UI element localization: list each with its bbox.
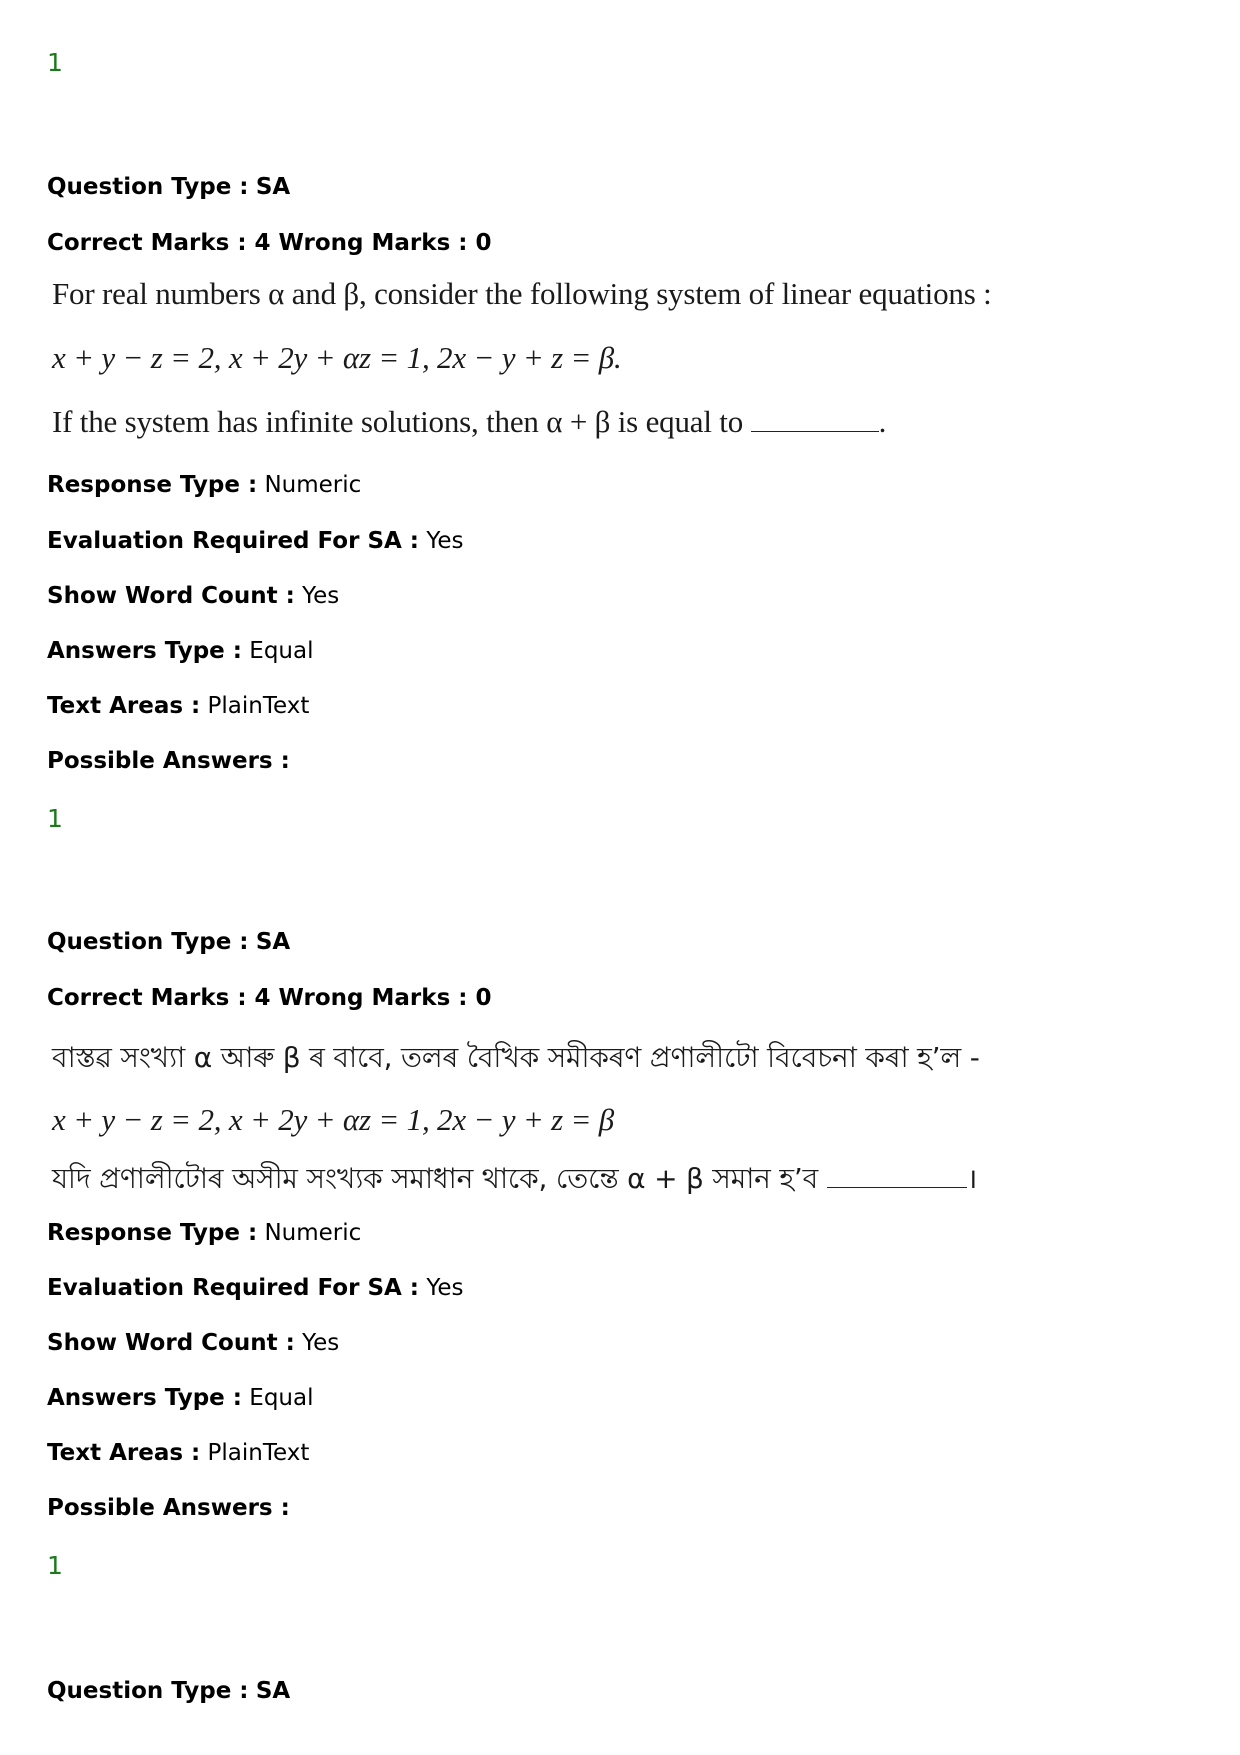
question-type-2 <box>47 927 290 957</box>
response-type-label: Response Type : <box>47 472 258 498</box>
word-count-label: Show Word Count : <box>47 1330 295 1356</box>
answers-type-row <box>47 636 314 666</box>
answer-blank <box>827 1187 967 1188</box>
marks-line-2 <box>47 983 491 1013</box>
possible-answers-label: Possible Answers : <box>47 1495 290 1521</box>
possible-answer-value: 1 <box>47 1551 63 1580</box>
answers-type-value: Equal <box>249 638 314 664</box>
question-type-value: SA <box>255 1678 291 1704</box>
question-type-label: Question Type : <box>47 174 249 200</box>
question-stem-end: . <box>878 404 887 439</box>
marks-text: Correct Marks : 4 Wrong Marks : 0 <box>47 985 492 1011</box>
text-areas-label: Text Areas : <box>47 693 201 719</box>
evaluation-label: Evaluation Required For SA : <box>47 1275 420 1301</box>
question-type-3 <box>47 1676 290 1706</box>
question-type-value: SA <box>255 929 291 955</box>
text-areas-row <box>47 691 309 721</box>
answers-type-label: Answers Type : <box>47 638 242 664</box>
text-areas-value: PlainText <box>207 693 310 719</box>
question-type-1 <box>47 172 290 202</box>
evaluation-row <box>47 1273 463 1303</box>
word-count-label: Show Word Count : <box>47 583 295 609</box>
answers-type-label: Answers Type : <box>47 1385 242 1411</box>
evaluation-label: Evaluation Required For SA : <box>47 528 420 554</box>
response-type-row <box>47 1218 361 1248</box>
text-areas-row <box>47 1438 309 1468</box>
possible-answer-value: 1 <box>47 804 63 833</box>
question-type-label: Question Type : <box>47 929 249 955</box>
question-stem-line-1-assamese: বাস্তৱ সংখ্যা α আৰু β ৰ বাবে, তলৰ বৈখিক সমীকৰণ প্ৰণালীটো বিবেচনা কৰা হ’ল - <box>52 1041 980 1074</box>
marks-text: Correct Marks : 4 Wrong Marks : 0 <box>47 230 492 256</box>
question-stem-equations: x + y − z = 2, x + 2y + αz = 1, 2x − y + z = β. <box>52 340 622 375</box>
question-stem-line-1: For real numbers α and β, consider the following system of linear equations : <box>52 276 992 311</box>
answers-type-row <box>47 1383 314 1413</box>
text-areas-value: PlainText <box>207 1440 310 1466</box>
evaluation-value: Yes <box>426 1275 464 1301</box>
word-count-row <box>47 1328 339 1358</box>
question-stem-text: If the system has infinite solutions, then α + β is equal to <box>52 404 743 439</box>
word-count-value: Yes <box>302 1330 340 1356</box>
evaluation-value: Yes <box>426 528 464 554</box>
answers-type-value: Equal <box>249 1385 314 1411</box>
question-type-value: SA <box>255 174 291 200</box>
evaluation-row <box>47 526 463 556</box>
response-type-row <box>47 470 361 500</box>
previous-answer-number: 1 <box>47 48 63 77</box>
question-stem-text: যদি প্ৰণালীটোৰ অসীম সংখ্যক সমাধান থাকে, তেন্তে α + β সমান হ’ব <box>52 1162 818 1195</box>
response-type-value: Numeric <box>264 472 362 498</box>
text-areas-label: Text Areas : <box>47 1440 201 1466</box>
question-stem-equations-assamese: x + y − z = 2, x + 2y + αz = 1, 2x − y + z = β <box>52 1102 615 1137</box>
marks-line-1 <box>47 228 491 258</box>
answer-blank <box>751 431 879 432</box>
response-type-value: Numeric <box>264 1220 362 1246</box>
possible-answers-row <box>47 746 290 776</box>
question-stem-line-3-assamese <box>52 1157 977 1204</box>
word-count-value: Yes <box>302 583 340 609</box>
word-count-row <box>47 581 339 611</box>
question-stem-line-3 <box>52 404 886 440</box>
question-type-label: Question Type : <box>47 1678 249 1704</box>
question-stem-end: । <box>966 1162 978 1195</box>
possible-answers-label: Possible Answers : <box>47 748 290 774</box>
possible-answers-row <box>47 1493 290 1523</box>
response-type-label: Response Type : <box>47 1220 258 1246</box>
